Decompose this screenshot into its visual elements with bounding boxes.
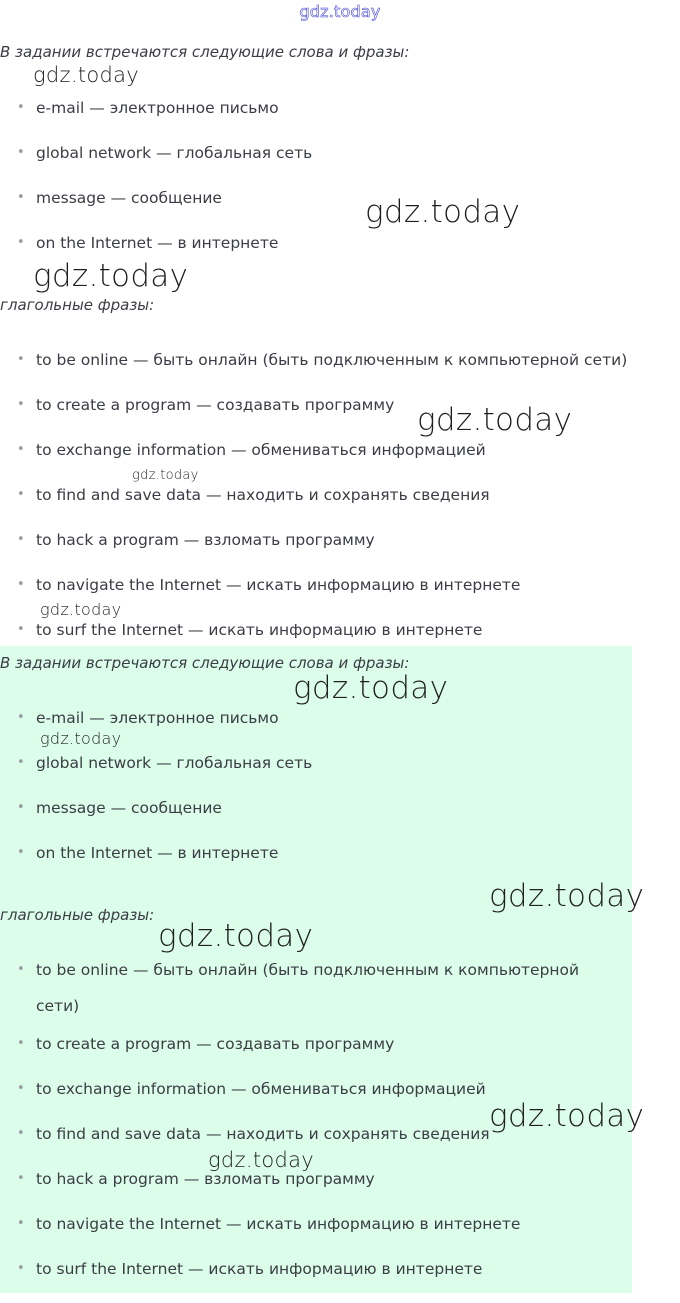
bullet-icon: • bbox=[17, 622, 25, 637]
watermark-text: gdz.today bbox=[40, 600, 122, 619]
list-item bbox=[0, 1033, 632, 1078]
list-item-text: to create a program — создавать программу bbox=[36, 396, 395, 414]
list-item bbox=[0, 952, 632, 1033]
bullet-icon: • bbox=[17, 800, 25, 815]
bullet-icon: • bbox=[17, 352, 25, 367]
bullet-icon: • bbox=[17, 710, 25, 725]
watermark-text: gdz.today bbox=[489, 878, 645, 914]
list-item-text: to hack a program — взломать программу bbox=[36, 1170, 375, 1188]
list-item bbox=[0, 97, 312, 142]
list-item-text: global network — глобальная сеть bbox=[36, 754, 313, 772]
bullet-icon: • bbox=[17, 235, 25, 250]
list-item-text: to exchange information — обмениваться информацией bbox=[36, 441, 486, 459]
list-item-text: e-mail — электронное письмо bbox=[36, 709, 279, 727]
bullet-icon: • bbox=[17, 532, 25, 547]
watermark-text: gdz.today bbox=[33, 258, 189, 294]
list-item bbox=[0, 349, 627, 394]
list-item bbox=[0, 1168, 632, 1213]
list-item-text: on the Internet — в интернете bbox=[36, 234, 279, 252]
watermark-text: gdz.today bbox=[33, 63, 140, 87]
verb-phrases-heading: глагольные фразы: bbox=[0, 296, 155, 314]
list-item-text: message — сообщение bbox=[36, 189, 222, 207]
bullet-icon: • bbox=[17, 442, 25, 457]
list-item-text: to find and save data — находить и сохранять сведения bbox=[36, 486, 490, 504]
list-item-text: on the Internet — в интернете bbox=[36, 844, 279, 862]
watermark-text: gdz.today bbox=[132, 468, 199, 483]
bullet-icon: • bbox=[17, 190, 25, 205]
list-item bbox=[0, 797, 312, 842]
bullet-icon: • bbox=[17, 487, 25, 502]
list-item bbox=[0, 1258, 632, 1303]
bullet-icon: • bbox=[17, 1126, 25, 1141]
list-item-text: to hack a program — взломать программу bbox=[36, 531, 375, 549]
list-item bbox=[0, 1213, 632, 1258]
section-heading: В задании встречаются следующие слова и фразы: bbox=[0, 43, 410, 61]
bullet-icon: • bbox=[17, 1081, 25, 1096]
watermark-text: gdz.today bbox=[293, 670, 449, 706]
bullet-icon: • bbox=[17, 397, 25, 412]
watermark-text: gdz.today bbox=[417, 402, 573, 438]
list-item-text: to exchange information — обмениваться информацией bbox=[36, 1080, 486, 1098]
list-item-text: to be online — быть онлайн (быть подключенным к компьютерной сети) bbox=[36, 351, 628, 369]
list-item-text: global network — глобальная сеть bbox=[36, 144, 313, 162]
watermark-text: gdz.today bbox=[158, 918, 314, 954]
list-item-text: to surf the Internet — искать информацию в интернете bbox=[36, 621, 483, 639]
bullet-icon: • bbox=[17, 1036, 25, 1051]
list-item-text: to navigate the Internet — искать информацию в интернете bbox=[36, 1215, 521, 1233]
list-item bbox=[0, 752, 312, 797]
bullet-icon: • bbox=[17, 845, 25, 860]
list-item bbox=[0, 187, 312, 232]
bullet-icon: • bbox=[17, 100, 25, 115]
verb-phrases-heading: глагольные фразы: bbox=[0, 906, 155, 924]
list-item bbox=[0, 439, 627, 484]
top-watermark: gdz.today bbox=[299, 2, 381, 21]
bullet-icon: • bbox=[17, 962, 25, 977]
bullet-icon: • bbox=[17, 1216, 25, 1231]
list-item bbox=[0, 842, 312, 887]
bullet-icon: • bbox=[17, 1261, 25, 1276]
list-item bbox=[0, 142, 312, 187]
bullet-icon: • bbox=[17, 577, 25, 592]
watermark-text: gdz.today bbox=[208, 1148, 315, 1172]
list-item bbox=[0, 529, 627, 574]
word-list bbox=[0, 97, 312, 277]
list-item-text: to be online — быть онлайн (быть подключенным к компьютерной сети) bbox=[36, 961, 580, 1015]
section-heading: В задании встречаются следующие слова и фразы: bbox=[0, 654, 410, 672]
list-item-text: e-mail — электронное письмо bbox=[36, 99, 279, 117]
list-item-text: to find and save data — находить и сохранять сведения bbox=[36, 1125, 490, 1143]
watermark-text: gdz.today bbox=[40, 729, 122, 748]
watermark-text: gdz.today bbox=[489, 1098, 645, 1134]
list-item-text: message — сообщение bbox=[36, 799, 222, 817]
bullet-icon: • bbox=[17, 755, 25, 770]
list-item-text: to surf the Internet — искать информацию в интернете bbox=[36, 1260, 483, 1278]
list-item-text: to navigate the Internet — искать информацию в интернете bbox=[36, 576, 521, 594]
list-item bbox=[0, 484, 627, 529]
list-item-text: to create a program — создавать программу bbox=[36, 1035, 395, 1053]
watermark-text: gdz.today bbox=[365, 194, 521, 230]
bullet-icon: • bbox=[17, 145, 25, 160]
bullet-icon: • bbox=[17, 1171, 25, 1186]
